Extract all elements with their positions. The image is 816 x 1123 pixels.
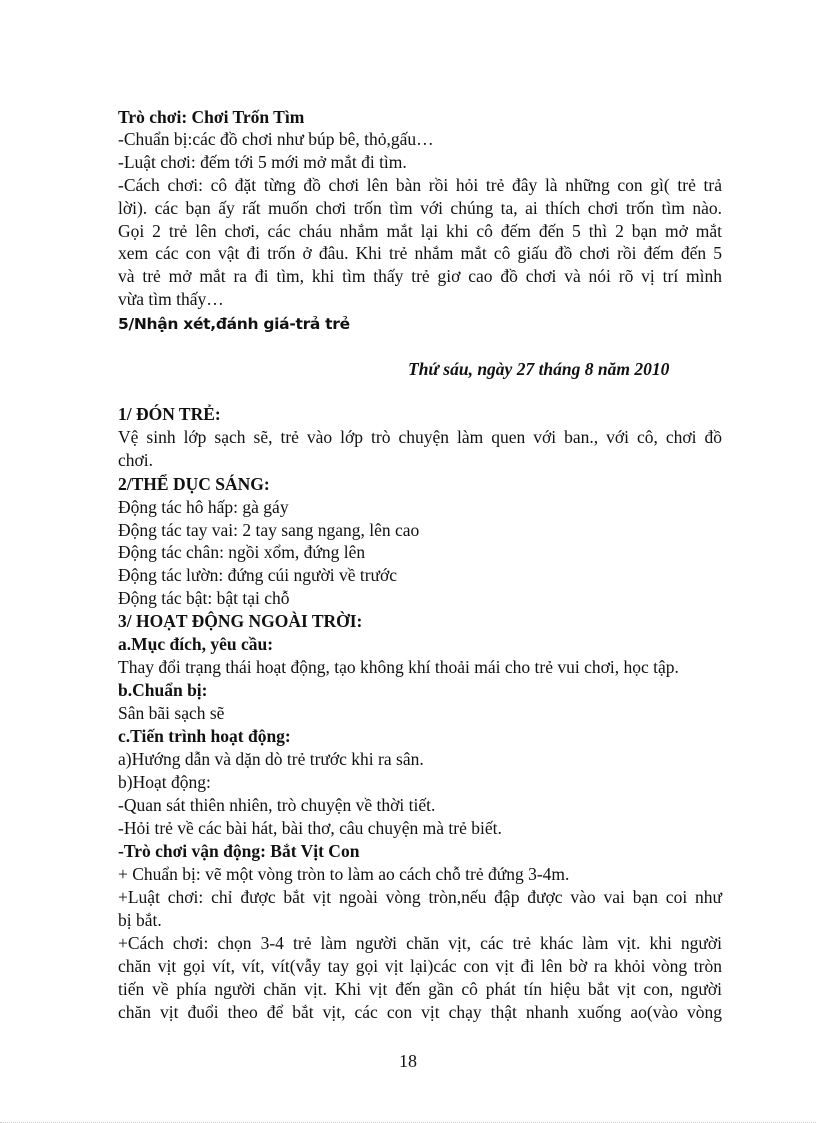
text-line: Động tác lườn: đứng cúi người về trước xyxy=(118,565,398,585)
game-title: Trò chơi: Chơi Trốn Tìm xyxy=(118,107,305,127)
text-line: và trẻ mở mắt ra đi tìm, khi tìm thấy trẻ giơ cao đồ chơi và nói rõ vị trí mình xyxy=(118,266,722,286)
subheading: c.Tiến trình hoạt động: xyxy=(118,726,291,746)
text-line: -Quan sát thiên nhiên, trò chuyện về thời tiết. xyxy=(118,795,436,815)
text-line: chăn vịt gọi vít, vít, vít(vẫy tay gọi vịt lại)các con vịt đi lên bờ ra khỏi vòng tròn xyxy=(118,956,722,976)
text-line: Vệ sinh lớp sạch sẽ, trẻ vào lớp trò chuyện làm quen với ban., với cô, chơi đồ xyxy=(118,427,722,447)
text-line: bị bắt. xyxy=(118,910,162,930)
section-heading: 3/ HOẠT ĐỘNG NGOÀI TRỜI: xyxy=(118,611,363,631)
text-line: xem các con vật đi trốn ở đâu. Khi trẻ nhắm mắt cô giấu đồ chơi rồi đếm đến 5 xyxy=(118,243,722,263)
text-line: Động tác chân: ngồi xổm, đứng lên xyxy=(118,542,366,562)
text-line: tiến về phía người chăn vịt. Khi vịt đến gần cô phát tín hiệu bắt vịt con, người xyxy=(118,979,722,999)
section-heading: 1/ ĐÓN TRẺ: xyxy=(118,404,221,424)
text-line: +Cách chơi: chọn 3-4 trẻ làm người chăn vịt, các trẻ khác làm vịt. khi người xyxy=(118,933,722,953)
text-line: lời). các bạn ấy rất muốn chơi trốn tìm với chúng ta, ai thích chơi trốn tìm nào. xyxy=(118,198,722,218)
text-line: + Chuẩn bị: vẽ một vòng tròn to làm ao cách chỗ trẻ đứng 3-4m. xyxy=(118,864,570,884)
page-number: 18 xyxy=(399,1051,417,1071)
subheading: a.Mục đích, yêu cầu: xyxy=(118,634,274,654)
text-line: chăn vịt đuổi theo để bắt vịt, các con vịt chạy thật nhanh xuống ao(vào vòng xyxy=(118,1002,722,1022)
text-line: +Luật chơi: chỉ được bắt vịt ngoài vòng tròn,nếu đập được vào vai bạn coi như xyxy=(118,887,722,907)
text-line: -Hỏi trẻ về các bài hát, bài thơ, câu chuyện mà trẻ biết. xyxy=(118,818,502,838)
text-line: vừa tìm thấy… xyxy=(118,289,224,309)
text-line: Động tác bật: bật tại chỗ xyxy=(118,588,290,608)
text-line: b)Hoạt động: xyxy=(118,772,211,792)
date-heading: Thứ sáu, ngày 27 tháng 8 năm 2010 xyxy=(408,359,670,379)
subheading: -Trò chơi vận động: Bắt Vịt Con xyxy=(118,841,360,861)
text-line: Động tác hô hấp: gà gáy xyxy=(118,497,289,517)
text-line: -Cách chơi: cô đặt từng đồ chơi lên bàn rồi hỏi trẻ đây là những con gì( trẻ trả xyxy=(118,175,722,195)
text-line: chơi. xyxy=(118,450,154,470)
text-line: -Luật chơi: đếm tới 5 mới mở mắt đi tìm. xyxy=(118,152,407,172)
subheading: b.Chuẩn bị: xyxy=(118,680,208,700)
text-line: Sân bãi sạch sẽ xyxy=(118,703,225,723)
text-line: a)Hướng dẫn và dặn dò trẻ trước khi ra sân. xyxy=(118,749,424,769)
text-line: Gọi 2 trẻ lên chơi, các cháu nhắm mắt lại khi cô đếm đến 5 thì 2 bạn mở mắt xyxy=(118,221,722,241)
text-line: -Chuẩn bị:các đồ chơi như búp bê, thỏ,gấu… xyxy=(118,129,434,149)
text-line: Thay đổi trạng thái hoạt động, tạo không khí thoải mái cho trẻ vui chơi, học tập. xyxy=(118,657,679,677)
section-heading: 2/THỂ DỤC SÁNG: xyxy=(118,474,270,494)
text-line: Động tác tay vai: 2 tay sang ngang, lên cao xyxy=(118,520,420,540)
section-heading: 5/Nhận xét,đánh giá-trả trẻ xyxy=(118,315,350,333)
